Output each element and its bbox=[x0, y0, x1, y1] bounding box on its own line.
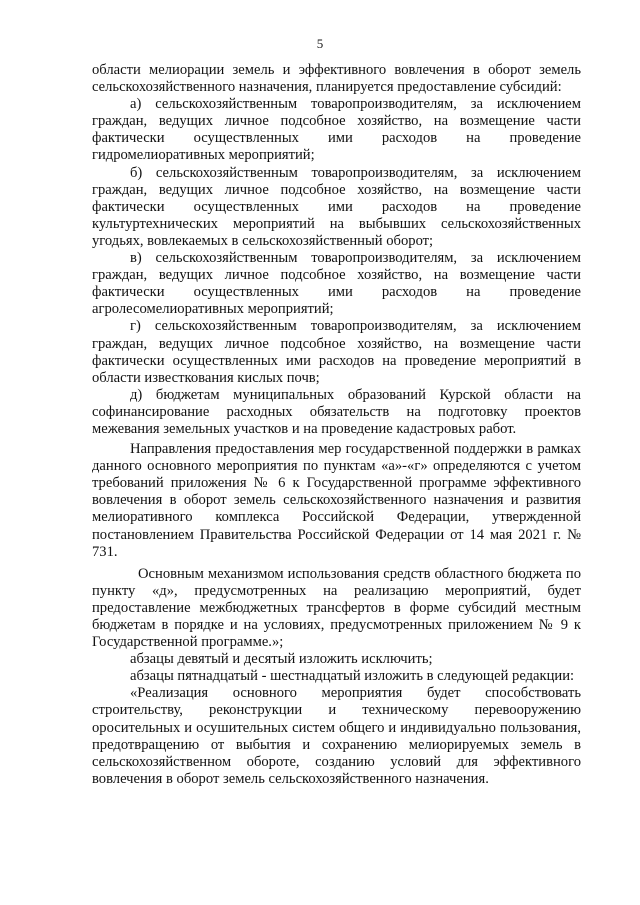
paragraph-item-b: б) сельскохозяйственным товаропроизводителям, за исключением граждан, ведущих личное подсобное хозяйство, на возмещение части фактически осуществленных ими расходов на проведение культуртехнических мероприятий на выбывших сельскохозяйственных угодьях, вовлекаемых в сельскохозяйственный оборот; bbox=[92, 164, 581, 249]
document-body bbox=[92, 62, 581, 788]
paragraph-item-g: г) сельскохозяйственным товаропроизводителям, за исключением граждан, ведущих личное подсобное хозяйство, на возмещение части фактически осуществленных ими расходов на проведение мероприятий в области известкования кислых почв; bbox=[92, 318, 581, 386]
paragraph-amendment-exclude: абзацы девятый и десятый изложить исключить; bbox=[130, 651, 433, 668]
paragraph-item-v: в) сельскохозяйственным товаропроизводителям, за исключением граждан, ведущих личное подсобное хозяйство, на возмещение части фактически осуществленных ими расходов на проведение агролесомелиоративных мероприятий; bbox=[92, 250, 581, 318]
paragraph-support-directions: Направления предоставления мер государственной поддержки в рамках данного основного мероприятия по пунктам «а»-«г» определяются с учетом требований приложения № 6 к Государственной программе эффективного вовлечения в оборот земель сельскохозяйственного назначения и развития мелиоративного комплекса Российской Федерации, утвержденной постановлением Правительства Российской Федерации от 14 мая 2021 г. № 731. bbox=[92, 441, 581, 560]
paragraph-intro: области мелиорации земель и эффективного вовлечения в оборот земель сельскохозяйственного назначения, планируется предоставление субсидий: bbox=[92, 62, 581, 96]
paragraph-funding-mechanism: Основным механизмом использования средств областного бюджета по пункту «д», предусмотренных на реализацию мероприятий, будет предоставление межбюджетных трансфертов в форме субсидий местным бюджетам в порядке и на условиях, предусмотренных приложением № 9 к Государственной программе.»; bbox=[92, 565, 581, 651]
paragraph-item-a: а) сельскохозяйственным товаропроизводителям, за исключением граждан, ведущих личное подсобное хозяйство, на возмещение части фактически осуществленных ими расходов на проведение гидромелиоративных мероприятий; bbox=[92, 96, 581, 164]
paragraph-implementation: «Реализация основного мероприятия будет способствовать строительству, реконструкции и техническому перевооружению оросительных и осушительных систем общего и индивидуально пользования, предотвращению от выбытия и сохранению мелиорируемых земель в сельскохозяйственном обороте, созданию условий для эффективного вовлечения в оборот земель сельскохозяйственного назначения. bbox=[92, 685, 581, 787]
paragraph-item-d: д) бюджетам муниципальных образований Курской области на софинансирование расходных обязательств на подготовку проектов межевания земельных участков и на проведение кадастровых работ. bbox=[92, 386, 581, 437]
page-number: 5 bbox=[316, 36, 324, 51]
paragraph-amendment-wording: абзацы пятнадцатый - шестнадцатый изложить в следующей редакции: bbox=[130, 668, 575, 685]
